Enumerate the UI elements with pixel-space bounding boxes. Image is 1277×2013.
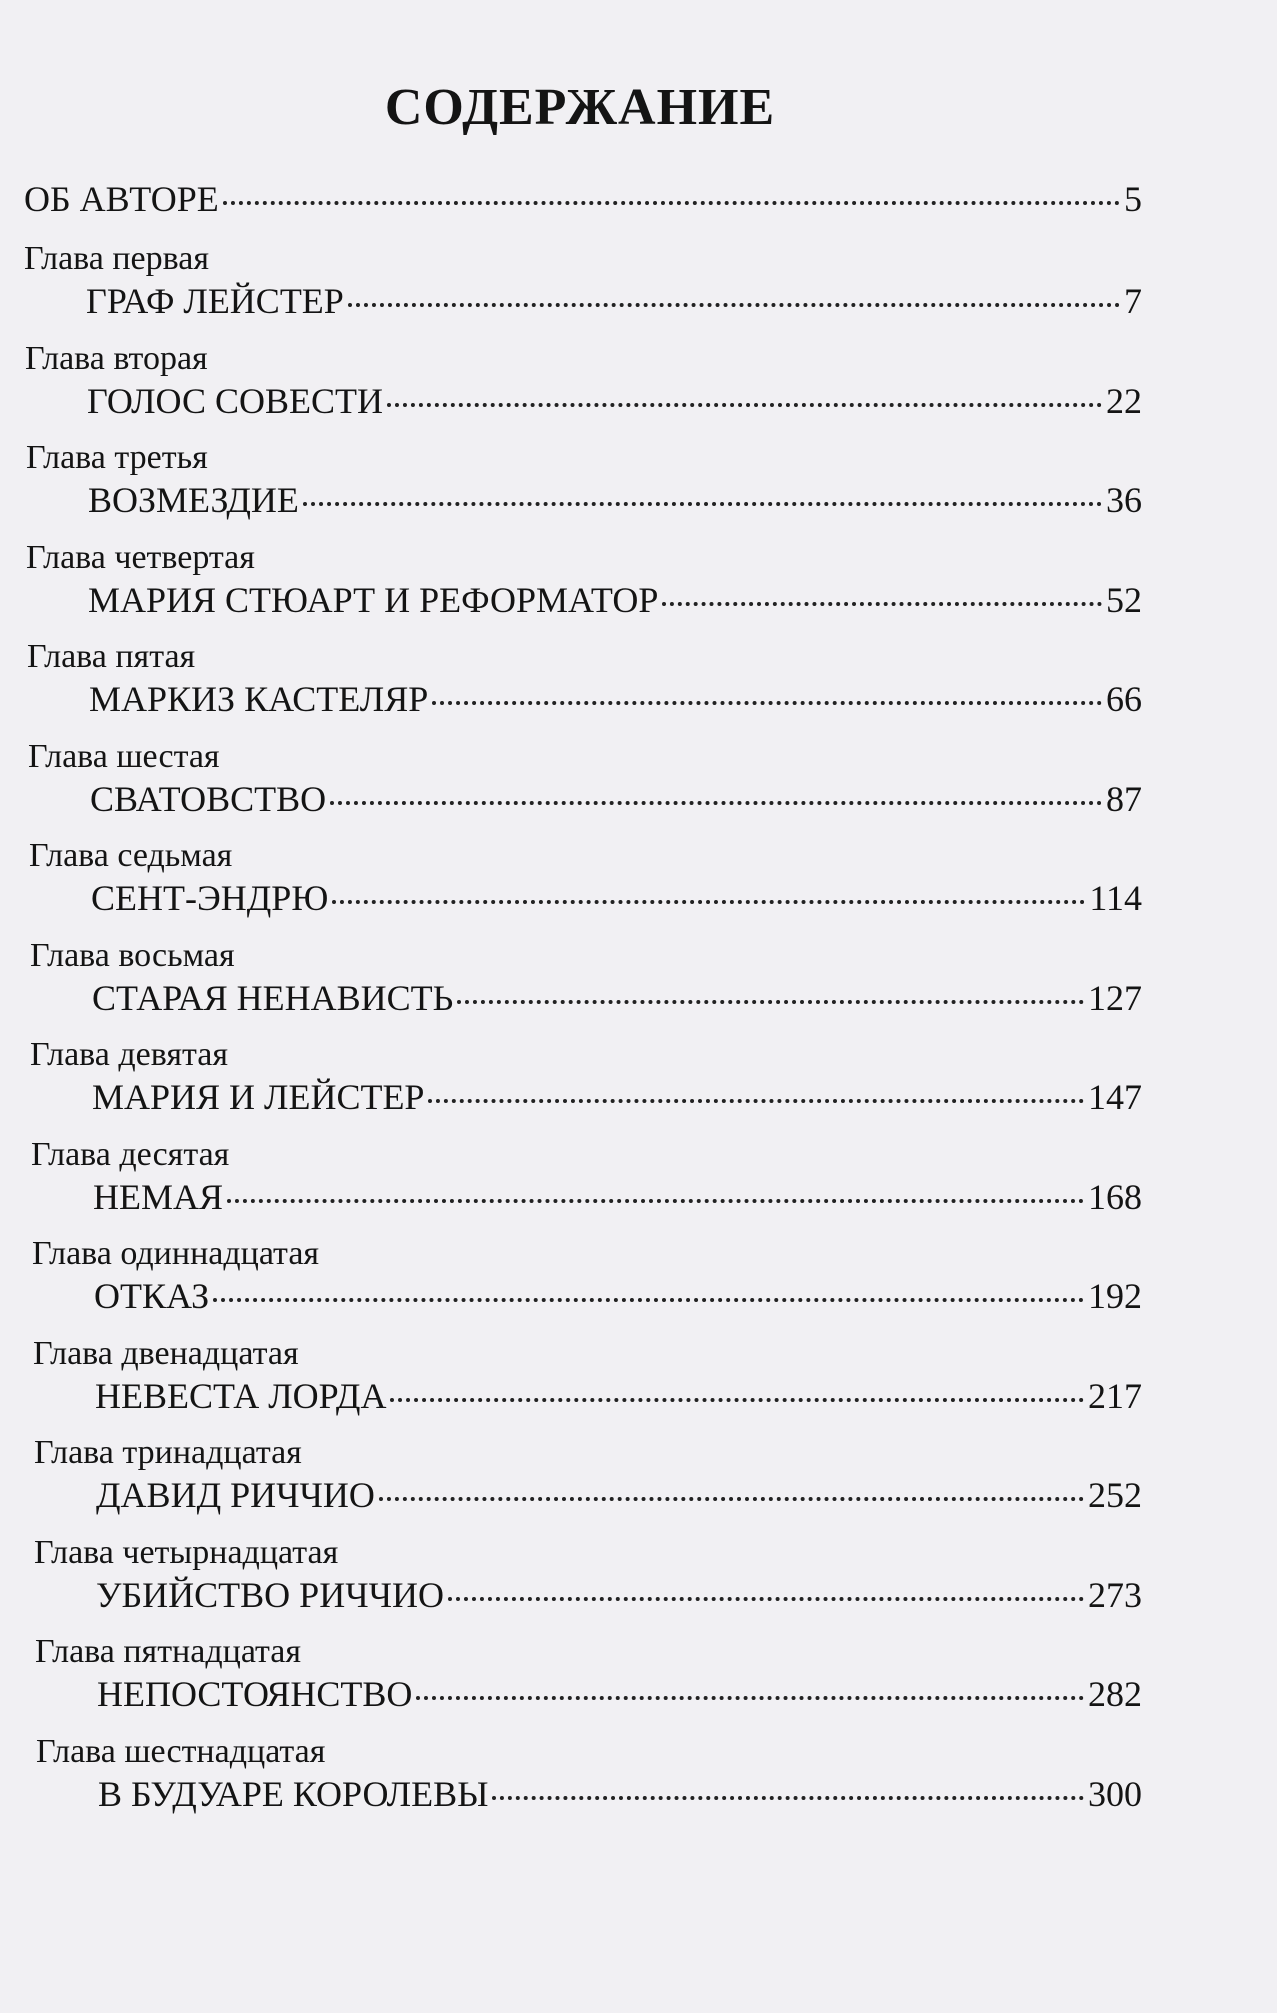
toc-entry-title: МАРКИЗ КАСТЕЛЯР	[89, 679, 429, 719]
toc-entry-title: НЕВЕСТА ЛОРДА	[95, 1375, 387, 1416]
dot-leader	[448, 1597, 1084, 1601]
chapter-label: Глава тринадцатая	[34, 1434, 302, 1471]
toc-entry	[90, 778, 1142, 820]
toc-entry-title: В БУДУАРЕ КОРОЛЕВЫ	[98, 1773, 489, 1814]
chapter-label: Глава вторая	[25, 339, 208, 377]
toc-entry-page: 127	[1088, 977, 1142, 1018]
toc-entry-title: МАРИЯ И ЛЕЙСТЕР	[92, 1077, 425, 1117]
dot-leader	[303, 502, 1102, 506]
chapter-label: Глава одиннадцатая	[32, 1235, 320, 1272]
toc-entry-page: 87	[1106, 778, 1142, 819]
toc-entry-page: 147	[1088, 1077, 1142, 1117]
toc-entry	[96, 1574, 1142, 1616]
chapter-label: Глава четвертая	[26, 538, 255, 576]
toc-entry-page: 5	[1124, 179, 1142, 219]
toc-entry	[88, 579, 1142, 621]
toc-entry-page: 192	[1088, 1276, 1142, 1316]
toc-entry-title: ОТКАЗ	[94, 1276, 210, 1316]
toc-entry-title: МАРИЯ СТЮАРТ И РЕФОРМАТОР	[88, 579, 659, 620]
toc-entry	[94, 1275, 1142, 1317]
toc-entry-page: 252	[1088, 1475, 1142, 1515]
toc-entry-title: ВОЗМЕЗДИЕ	[88, 480, 299, 520]
page-title: СОДЕРЖАНИЕ	[384, 79, 776, 136]
toc-entry	[98, 1773, 1142, 1815]
toc-entry-page: 36	[1106, 480, 1142, 520]
toc-entry-page: 22	[1106, 380, 1142, 421]
chapter-label: Глава третья	[26, 439, 208, 476]
dot-leader	[428, 1099, 1084, 1103]
toc-entry-page: 300	[1088, 1773, 1142, 1814]
toc-entry-title: ОБ АВТОРЕ	[24, 179, 219, 219]
chapter-label: Глава шестая	[28, 737, 220, 775]
dot-leader	[432, 701, 1102, 705]
toc-entry-page: 114	[1089, 878, 1142, 918]
chapter-label: Глава девятая	[30, 1036, 228, 1073]
dot-leader	[662, 602, 1102, 606]
toc-entry-page: 168	[1088, 1176, 1142, 1217]
dot-leader	[332, 900, 1085, 904]
chapter-label: Глава пятая	[27, 638, 196, 675]
dot-leader	[213, 1298, 1084, 1302]
toc-entry	[97, 1673, 1142, 1715]
chapter-label: Глава седьмая	[29, 837, 233, 874]
dot-leader	[387, 403, 1102, 407]
toc-entry-title: ГОЛОС СОВЕСТИ	[87, 380, 383, 421]
dot-leader	[379, 1497, 1084, 1501]
toc-entry-title: ДАВИД РИЧЧИО	[96, 1475, 375, 1515]
toc-entry	[93, 1176, 1142, 1218]
dot-leader	[390, 1398, 1084, 1402]
toc-entry-page: 217	[1088, 1375, 1142, 1416]
toc-entry-title: УБИЙСТВО РИЧЧИО	[96, 1574, 444, 1615]
chapter-label: Глава четырнадцатая	[34, 1533, 339, 1571]
toc-entry-about	[24, 178, 1142, 220]
toc-entry	[89, 678, 1142, 720]
chapter-label: Глава десятая	[31, 1135, 230, 1173]
toc-entry-title: НЕПОСТОЯНСТВО	[97, 1674, 413, 1714]
dot-leader	[348, 303, 1120, 307]
toc-entry	[91, 877, 1142, 919]
toc-entry-page: 282	[1088, 1674, 1142, 1714]
toc-entry	[92, 1076, 1142, 1118]
toc-entry-page: 273	[1088, 1574, 1142, 1615]
toc-entry	[95, 1375, 1142, 1417]
chapter-label: Глава пятнадцатая	[35, 1633, 302, 1670]
chapter-label: Глава восьмая	[30, 936, 235, 974]
dot-leader	[330, 801, 1102, 805]
toc-entry	[86, 280, 1142, 322]
chapter-label: Глава шестнадцатая	[36, 1732, 326, 1770]
toc-entry-page: 7	[1124, 281, 1142, 321]
dot-leader	[223, 201, 1120, 205]
toc-entry-title: ГРАФ ЛЕЙСТЕР	[86, 281, 344, 321]
toc-entry	[87, 380, 1142, 422]
dot-leader	[227, 1199, 1084, 1203]
toc-entry	[88, 479, 1142, 521]
chapter-label: Глава первая	[24, 240, 209, 277]
dot-leader	[457, 1000, 1084, 1004]
toc-entry	[96, 1474, 1142, 1516]
toc-entry	[92, 977, 1142, 1019]
toc-entry-title: НЕМАЯ	[93, 1176, 224, 1217]
chapter-label: Глава двенадцатая	[33, 1334, 299, 1372]
toc-entry-title: СЕНТ-ЭНДРЮ	[91, 878, 329, 918]
dot-leader	[492, 1796, 1084, 1800]
toc-entry-page: 52	[1106, 579, 1142, 620]
toc-entry-page: 66	[1106, 679, 1142, 719]
toc-entry-title: СВАТОВСТВО	[90, 778, 327, 819]
toc-entry-title: СТАРАЯ НЕНАВИСТЬ	[92, 977, 454, 1018]
dot-leader	[416, 1696, 1084, 1700]
